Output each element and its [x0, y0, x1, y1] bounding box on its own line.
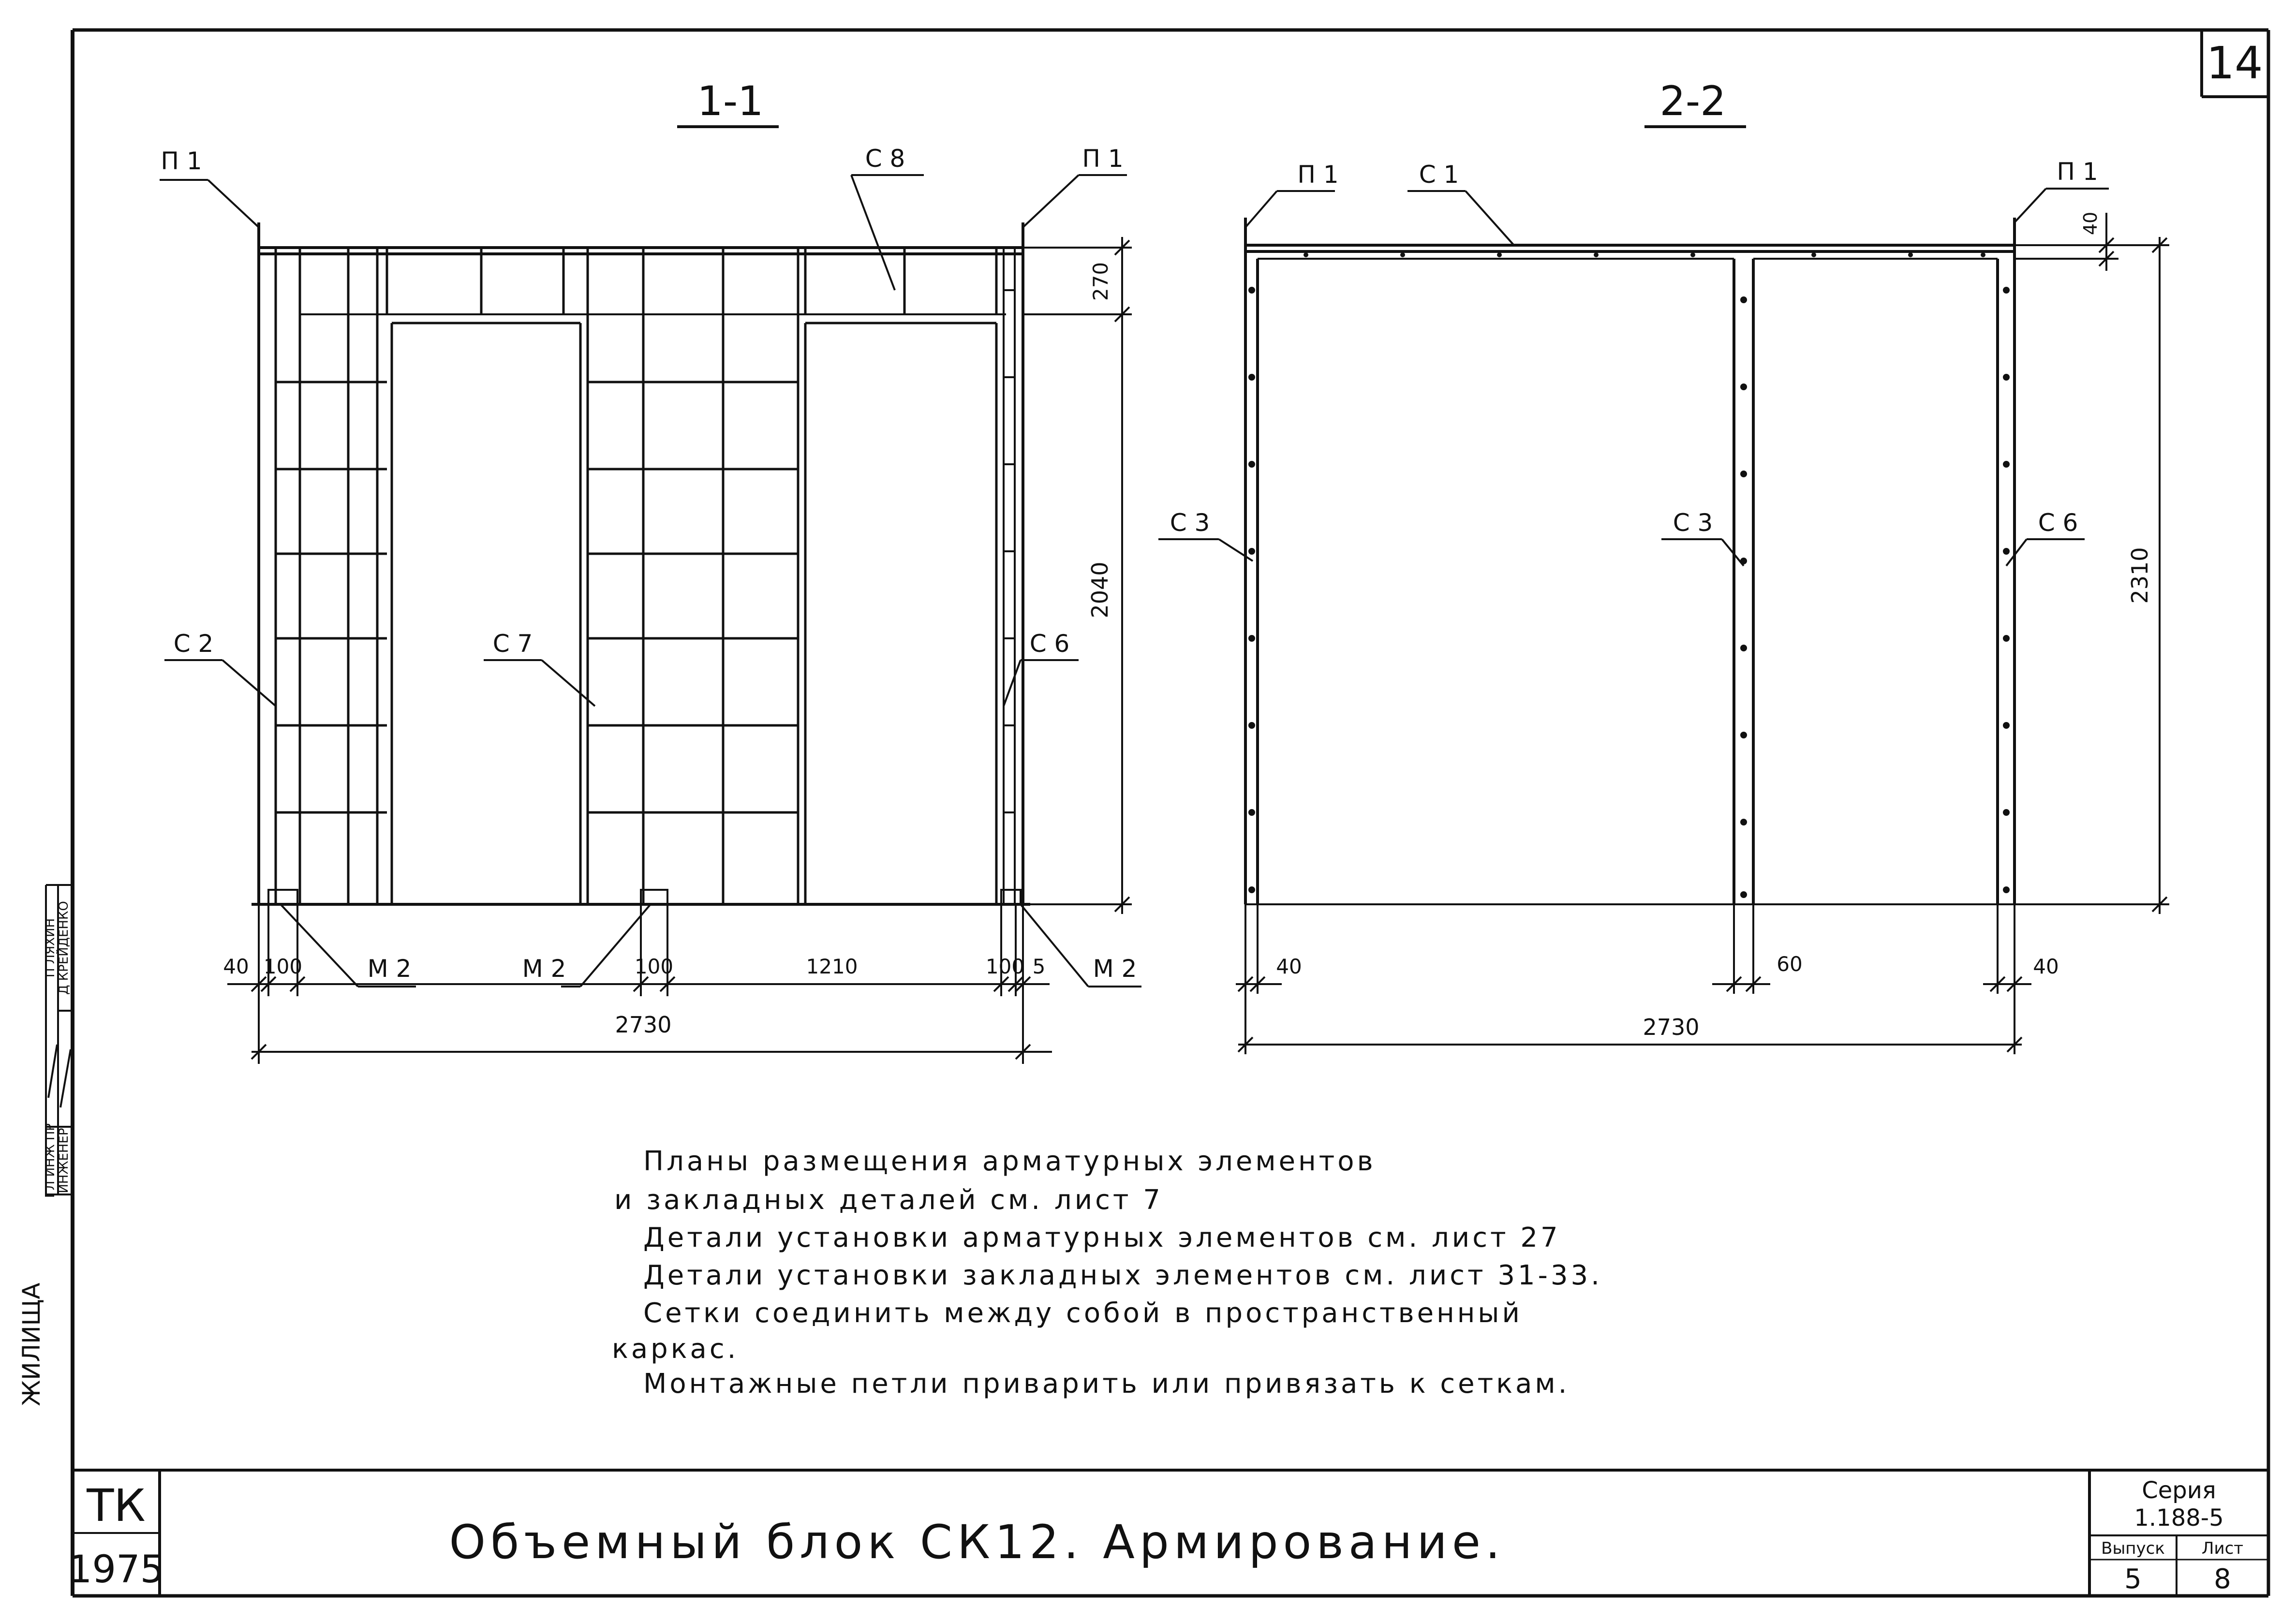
dim-2040: 2040	[1087, 561, 1113, 619]
door-opening-left	[392, 323, 580, 904]
label-c6: С 6	[1029, 630, 1070, 658]
door-opening-right	[805, 323, 996, 904]
stamp-role-2: ИНЖЕНЕР	[57, 1128, 71, 1194]
label-c8: С 8	[865, 145, 905, 173]
dim-5: 5	[1032, 955, 1046, 978]
dim-100-b: 100	[634, 955, 674, 978]
label-p1-left-2: П 1	[1297, 161, 1339, 189]
notes-block	[612, 1146, 1602, 1400]
label-c6-2: С 6	[2038, 509, 2078, 537]
section-1-title: 1-1	[697, 77, 764, 125]
note-line-2: и закладных деталей см. лист 7	[614, 1184, 1163, 1216]
label-c3-left: С 3	[1170, 509, 1210, 537]
sheet-title: Объемный блок СК12. Армирование.	[449, 1515, 1505, 1569]
rebar-dots	[1248, 252, 2010, 898]
series-value: 1.188-5	[2134, 1504, 2224, 1532]
stamp-org: ЖИЛИЩА	[17, 1282, 45, 1406]
note-line-5: Сетки соединить между собой в пространственный	[643, 1297, 1523, 1329]
label-m2-mid: М 2	[522, 955, 566, 983]
section-2-title: 2-2	[1659, 77, 1726, 125]
series-label: Серия	[2142, 1477, 2216, 1504]
embed-m2-mid	[641, 890, 667, 904]
section-2-top-dim	[2015, 213, 2118, 271]
section-2-frame	[1245, 245, 2015, 904]
mesh-c7	[588, 248, 798, 904]
dim-40-top: 40	[2080, 211, 2101, 236]
dim-270: 270	[1089, 262, 1112, 301]
label-m2-left: М 2	[367, 955, 412, 983]
label-p1-right: П 1	[1082, 145, 1124, 173]
mesh-c6	[1004, 248, 1015, 904]
note-line-6: каркас.	[612, 1333, 739, 1365]
embed-m2-left	[268, 890, 297, 904]
section-1-1	[160, 77, 1141, 1064]
section-2-dim-lines	[1236, 904, 2031, 1054]
dim-2730: 2730	[615, 1012, 672, 1038]
note-line-7: Монтажные петли приварить или привязать к сеткам.	[643, 1368, 1570, 1400]
section-1-vertical-dims	[1023, 237, 1132, 914]
label-c1: С 1	[1419, 161, 1459, 189]
year: 1975	[68, 1548, 164, 1592]
dim-2310: 2310	[2127, 547, 2153, 604]
section-2-2	[1158, 77, 2169, 1054]
stamp-name-1: П ЛЯХИН	[43, 918, 58, 978]
label-c3-mid: С 3	[1673, 509, 1713, 537]
dim-1210: 1210	[806, 955, 858, 978]
stamp-role-1: ГЛ ИНЖ ПР	[43, 1123, 58, 1198]
dim-60: 60	[1777, 952, 1803, 976]
mesh-c2	[276, 248, 387, 904]
dim-40-right: 40	[2033, 955, 2059, 978]
label-c7: С 7	[492, 630, 533, 658]
section-1-frame	[252, 248, 1030, 904]
sheet-frame	[73, 30, 2268, 1596]
note-line-4: Детали установки закладных элементов см. лист 31-33.	[643, 1260, 1602, 1291]
issue-label: Выпуск	[2101, 1539, 2165, 1558]
label-m2-right: М 2	[1093, 955, 1137, 983]
stamp-name-2: Д КРЕЙДЕНКО	[57, 901, 71, 995]
section-1-leaders	[160, 175, 1141, 987]
dim-100-c: 100	[985, 955, 1025, 978]
dim-2730-2: 2730	[1643, 1014, 1700, 1040]
dim-40-left: 40	[1276, 955, 1302, 978]
sheet-value: 8	[2214, 1563, 2231, 1595]
sheet-label: Лист	[2201, 1539, 2244, 1558]
dim-100-a: 100	[263, 955, 303, 978]
label-p1-right-2: П 1	[2057, 158, 2098, 186]
org-code: ТК	[87, 1480, 146, 1532]
dim-40: 40	[223, 955, 249, 978]
sheet-number: 14	[2206, 37, 2263, 89]
issue-value: 5	[2124, 1563, 2142, 1595]
note-line-1: Планы размещения арматурных элементов	[643, 1146, 1376, 1177]
note-line-3: Детали установки арматурных элементов см. лист 27	[643, 1222, 1561, 1253]
label-p1-left: П 1	[161, 147, 202, 175]
section-1-dim-lines	[227, 904, 1052, 1064]
label-c2: С 2	[173, 630, 214, 658]
